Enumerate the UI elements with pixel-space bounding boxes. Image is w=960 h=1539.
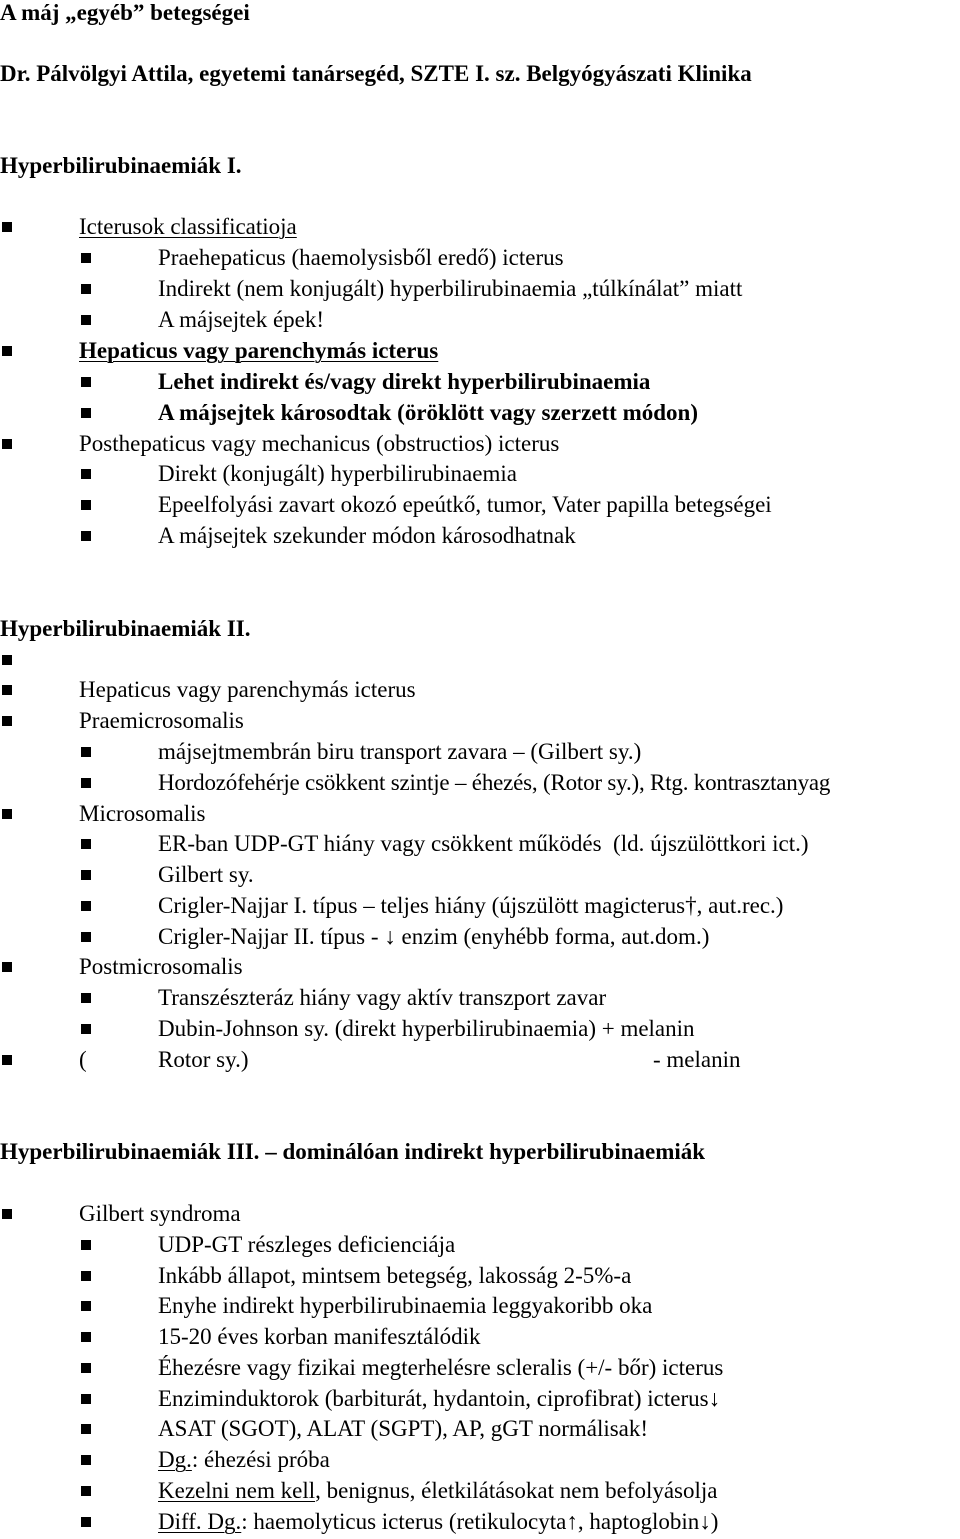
bullet-square-icon (81, 1486, 91, 1496)
bullet-square-icon (81, 531, 91, 541)
bullet-square-icon (81, 315, 91, 325)
bullet-square-icon (81, 1424, 91, 1434)
bullet-square-icon (81, 1301, 91, 1311)
bullet-square-icon (81, 500, 91, 510)
bullet-square-icon (81, 870, 91, 880)
title-text: A máj „egyéb” betegségei (0, 0, 250, 25)
bullet-square-icon (81, 469, 91, 479)
bullet-square-icon (81, 1455, 91, 1465)
bullet-square-icon (81, 1024, 91, 1034)
bullet-square-icon (81, 1240, 91, 1250)
bullet-square-icon (81, 1271, 91, 1281)
bullet-square-icon (81, 1394, 91, 1404)
bullet-square-icon (81, 993, 91, 1003)
author-text: Dr. Pálvölgyi Attila, egyetemi tanársegéd, SZTE I. sz. Belgyógyászati Klinika (0, 61, 752, 86)
bullet-square-icon (81, 284, 91, 294)
bullet-square-icon (2, 222, 12, 232)
bullet-square-icon (2, 685, 12, 695)
document-page: A máj „egyéb” betegségei Dr. Pálvölgyi Attila, egyetemi tanársegéd, SZTE I. sz. Belgyógyászati Klinika Hyperbilirubinaemiák I. Icterusok classificatioja Praehepaticus (haemolysisből eredő) icterus Indirekt (nem konjugált) hyperbilirubinaemia „túlkínálat” miatt A májsejtek épek! Hepaticus vagy parenchymás icterus Lehet indirekt és/vagy direkt hyperbilirubinaemia A májsejtek károsodtak (öröklött vagy szerzett módon) Posthepaticus vagy mechanicus (obstructios) icterus Direkt (konjugált) hyperbilirubinaemia Epeelfolyási zavart okozó epeútkő, tumor, Vater papilla betegségei A májsejtek szekunder módon károsodhatnak Hyperbilirubinaemiák II. Hepaticus vagy parenchymás icterus Praemicrosomalis májsejtmembrán biru transport zavara – (Gilbert sy.) Hordozófehérje csökkent szintje – éhezés, (Rotor sy.), Rtg. kontrasztanyag Microsomalis ER-ban UDP-GT hiány vagy csökkent működés (ld. újszülöttkori ict.) Gilbert sy. Crigler-Najjar I. típus – teljes hiány (újszülött magicterus†, aut.rec.) Crigler-Najjar II. típus - ↓ enzim (enyhébb forma, aut.dom.) Postmicrosomalis Transzészteráz hiány vagy aktív transzport zavar Dubin-Johnson sy. (direkt hyperbilirubinaemia) + melanin ( Rotor sy.) - melanin Hyperbilirubinaemiák III. – dominálóan indirekt hyperbilirubinaemiák Gilbert syndroma UDP-GT részleges deficienciája Inkább állapot, mintsem betegség, lakosság 2-5%-a Enyhe indirekt hyperbilirubinaemia leggyakoribb oka 15-20 éves korban manifesztálódik Éhezésre vagy fizikai megterhelésre scleralis (+/- bőr) icterus Enziminduktorok (barbiturát, hydantoin, ciprofibrat) icterus↓ ASAT (SGOT), ALAT (SGPT), AP, gGT normálisak! Dg.: éhezési próba Kezelni nem kell, benignus, életkilátásokat nem befolyásolja Diff. Dg.: haemolyticus icterus (retikulocyta↑, haptoglobin↓) (0, 0, 831, 1534)
bullet-square-icon (81, 747, 91, 757)
bullet-square-icon (2, 962, 12, 972)
bullet-square-icon (2, 1209, 12, 1219)
bullet-square-icon (81, 839, 91, 849)
bullet-square-icon (81, 778, 91, 788)
bullet-square-icon (81, 1517, 91, 1527)
bullet-square-icon (2, 439, 12, 449)
bullet-square-icon (81, 1363, 91, 1373)
bullet-square-icon (81, 932, 91, 942)
bullet-square-icon (81, 377, 91, 387)
bullet-square-icon (2, 716, 12, 726)
bullet-square-icon (2, 346, 12, 356)
bullet-square-icon (81, 253, 91, 263)
bullet-square-icon (81, 901, 91, 911)
bullet-square-icon (81, 1332, 91, 1342)
bullet-square-icon (2, 655, 12, 665)
bullet-square-icon (2, 1055, 12, 1065)
bullet-square-icon (2, 809, 12, 819)
bullet-square-icon (81, 408, 91, 418)
